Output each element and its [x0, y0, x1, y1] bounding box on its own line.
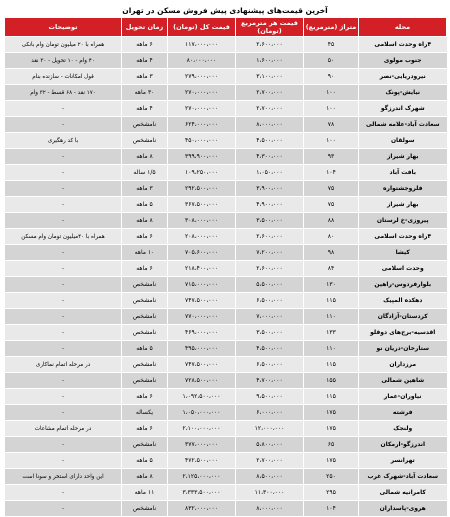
cell-neighborhood: ستارخان-دریان نو: [359, 341, 447, 357]
table-row: [5, 469, 447, 485]
cell-area: ۷۵: [304, 197, 359, 213]
cell-notes: ۴۰ وام - ۱۰ تحویل - ۳۰ نقد: [5, 53, 122, 69]
cell-delivery: نامشخص: [122, 133, 168, 149]
cell-total-price: ۲۱۸،۴۰۰،۰۰۰: [168, 261, 236, 277]
cell-neighborhood: فلروجشتواره: [359, 181, 447, 197]
cell-area: ۵۰: [304, 53, 359, 69]
cell-area: ۱۱۵: [304, 293, 359, 309]
cell-area: ۹۰: [304, 69, 359, 85]
cell-neighborhood: شاهین شمالی: [359, 373, 447, 389]
cell-delivery: ۶ ماهه: [122, 229, 168, 245]
cell-total-price: ۷۱۵،۰۰۰،۰۰۰: [168, 277, 236, 293]
cell-neighborhood: کامرانیه شمالی: [359, 485, 447, 501]
cell-price-per-meter: ۸،۰۰۰،۰۰۰: [236, 501, 304, 517]
table-row: [5, 437, 447, 453]
cell-neighborhood: تهرانسر: [359, 453, 447, 469]
table-row: [5, 309, 447, 325]
cell-notes: -: [5, 213, 122, 229]
cell-total-price: ۴۵۰،۰۰۰،۰۰۰: [168, 133, 236, 149]
cell-area: ۱۰۴: [304, 165, 359, 181]
table-row: [5, 453, 447, 469]
cell-area: ۱۳۰: [304, 277, 359, 293]
cell-total-price: ۶۲۴،۰۰۰،۰۰۰: [168, 117, 236, 133]
cell-delivery: ۶ ماهه: [122, 421, 168, 437]
cell-total-price: ۲۹۲،۵۰۰،۰۰۰: [168, 181, 236, 197]
table-row: [5, 69, 447, 85]
cell-delivery: ۶ ماهه: [122, 37, 168, 53]
table-row: [5, 501, 447, 517]
cell-neighborhood: ولنجک: [359, 421, 447, 437]
cell-price-per-meter: ۶،۵۰۰،۰۰۰: [236, 357, 304, 373]
cell-area: ۴۵: [304, 37, 359, 53]
cell-notes: -: [5, 277, 122, 293]
table-row: [5, 101, 447, 117]
table-row: [5, 149, 447, 165]
cell-price-per-meter: ۵،۸۰۰،۰۰۰: [236, 437, 304, 453]
cell-neighborhood: ۴راه وحدت اسلامی: [359, 37, 447, 53]
cell-neighborhood: کیشا: [359, 245, 447, 261]
cell-area: ۱۱۰: [304, 309, 359, 325]
cell-total-price: ۴۶۹،۰۰۰،۰۰۰: [168, 325, 236, 341]
cell-price-per-meter: ۲،۷۰۰،۰۰۰: [236, 101, 304, 117]
cell-area: ۱۰۴: [304, 501, 359, 517]
cell-price-per-meter: ۲،۶۰۰،۰۰۰: [236, 229, 304, 245]
cell-area: ۱۰۰: [304, 85, 359, 101]
cell-delivery: نامشخص: [122, 309, 168, 325]
cell-neighborhood: پیروزی-خ لرستان: [359, 213, 447, 229]
cell-price-per-meter: ۲،۶۰۰،۰۰۰: [236, 261, 304, 277]
cell-total-price: ۸۰،۰۰۰،۰۰۰: [168, 53, 236, 69]
col-header-neighborhood: محله: [359, 18, 447, 37]
cell-delivery: ۱۱ ماهه: [122, 485, 168, 501]
cell-delivery: ۵ ماهه: [122, 341, 168, 357]
cell-delivery: ۸ ماهه: [122, 469, 168, 485]
table-row: [5, 245, 447, 261]
cell-notes: -: [5, 101, 122, 117]
cell-notes: -: [5, 485, 122, 501]
cell-area: ۹۸: [304, 245, 359, 261]
cell-area: ۱۱۰: [304, 341, 359, 357]
cell-total-price: ۲۰۸،۰۰۰،۰۰۰: [168, 229, 236, 245]
cell-neighborhood: ۴راه وحدت اسلامی: [359, 229, 447, 245]
cell-delivery: نامشخص: [122, 437, 168, 453]
cell-total-price: ۷۲۸،۵۰۰،۰۰۰: [168, 373, 236, 389]
cell-notes: در مرحله اتمام نماکاری: [5, 357, 122, 373]
cell-notes: -: [5, 341, 122, 357]
cell-notes: -: [5, 373, 122, 389]
cell-price-per-meter: ۲،۶۰۰،۰۰۰: [236, 37, 304, 53]
cell-price-per-meter: ۱۲،۰۰۰،۰۰۰: [236, 421, 304, 437]
cell-notes: همراه با ۲۰ میلیون تومان وام بانکی: [5, 37, 122, 53]
cell-price-per-meter: ۲،۷۰۰،۰۰۰: [236, 85, 304, 101]
cell-price-per-meter: ۶،۵۰۰،۰۰۰: [236, 293, 304, 309]
cell-notes: -: [5, 389, 122, 405]
table-row: [5, 181, 447, 197]
cell-neighborhood: بهار شیراز: [359, 197, 447, 213]
cell-neighborhood: شهرک اندرزگو: [359, 101, 447, 117]
price-table-frame: [4, 4, 446, 512]
cell-neighborhood: سعادت آباد-شهرک غرب: [359, 469, 447, 485]
cell-delivery: ۸ ماهه: [122, 213, 168, 229]
cell-notes: -: [5, 501, 122, 517]
cell-total-price: ۷۷۰،۰۰۰،۰۰۰: [168, 309, 236, 325]
cell-price-per-meter: ۷،۰۰۰،۰۰۰: [236, 309, 304, 325]
price-table: [4, 17, 447, 517]
cell-price-per-meter: ۳،۹۰۰،۰۰۰: [236, 181, 304, 197]
table-header: [5, 18, 447, 37]
cell-notes: -: [5, 117, 122, 133]
cell-neighborhood: نیاوران-عمار: [359, 389, 447, 405]
cell-price-per-meter: ۸،۰۰۰،۰۰۰: [236, 117, 304, 133]
cell-delivery: نامشخص: [122, 373, 168, 389]
cell-price-per-meter: ۳،۵۰۰،۰۰۰: [236, 325, 304, 341]
cell-delivery: نامشخص: [122, 293, 168, 309]
cell-neighborhood: جنوب مولوی: [359, 53, 447, 69]
cell-total-price: ۱۰۹،۲۵۰،۰۰۰: [168, 165, 236, 181]
cell-delivery: ۵ ماهه: [122, 453, 168, 469]
cell-notes: -: [5, 453, 122, 469]
table-row: [5, 325, 447, 341]
cell-total-price: ۳۹۹،۹۰۰،۰۰۰: [168, 149, 236, 165]
cell-delivery: یکساله: [122, 405, 168, 421]
cell-total-price: ۱،۰۹۲،۵۰۰،۰۰۰: [168, 389, 236, 405]
cell-total-price: ۲،۱۰۰،۰۰۰،۰۰۰: [168, 421, 236, 437]
cell-price-per-meter: ۱،۶۰۰،۰۰۰: [236, 53, 304, 69]
cell-neighborhood: فرشته: [359, 405, 447, 421]
table-row: [5, 165, 447, 181]
cell-notes: -: [5, 309, 122, 325]
cell-notes: -: [5, 197, 122, 213]
col-header-price-per-meter: قیمت هر مترمربع (تومان): [236, 18, 304, 37]
cell-notes: این واحد دارای استخر و سونا است: [5, 469, 122, 485]
table-row: [5, 405, 447, 421]
cell-price-per-meter: ۳،۵۰۰،۰۰۰: [236, 213, 304, 229]
cell-total-price: ۱،۰۵۰،۰۰۰،۰۰۰: [168, 405, 236, 421]
cell-notes: -: [5, 325, 122, 341]
cell-notes: -: [5, 293, 122, 309]
cell-total-price: ۲،۱۲۵،۰۰۰،۰۰۰: [168, 469, 236, 485]
cell-total-price: ۲۷۰،۰۰۰،۰۰۰: [168, 85, 236, 101]
table-row: [5, 421, 447, 437]
cell-total-price: ۳۷۷،۰۰۰،۰۰۰: [168, 437, 236, 453]
cell-total-price: ۷۰۵،۶۰۰،۰۰۰: [168, 245, 236, 261]
cell-price-per-meter: ۱۱،۳۰۰،۰۰۰: [236, 485, 304, 501]
cell-neighborhood: نیایش-پونک: [359, 85, 447, 101]
table-row: [5, 485, 447, 501]
cell-total-price: ۳،۳۳۳،۵۰۰،۰۰۰: [168, 485, 236, 501]
table-row: [5, 117, 447, 133]
cell-area: ۸۰: [304, 229, 359, 245]
cell-delivery: ۶ ماهه: [122, 389, 168, 405]
cell-total-price: ۷۴۷،۵۰۰،۰۰۰: [168, 357, 236, 373]
cell-delivery: نامشخص: [122, 357, 168, 373]
cell-neighborhood: دهکده المپیک: [359, 293, 447, 309]
table-row: [5, 197, 447, 213]
cell-neighborhood: هروی-پاسداران: [359, 501, 447, 517]
cell-delivery: ۳۰ ماهه: [122, 85, 168, 101]
cell-delivery: ۱/۵ ساله: [122, 165, 168, 181]
table-row: [5, 229, 447, 245]
cell-delivery: ۵ ماهه: [122, 197, 168, 213]
cell-notes: -: [5, 405, 122, 421]
cell-delivery: ۶ ماهه: [122, 261, 168, 277]
cell-area: ۲۵۰: [304, 469, 359, 485]
cell-price-per-meter: ۴،۵۰۰،۰۰۰: [236, 133, 304, 149]
table-row: [5, 277, 447, 293]
cell-delivery: نامشخص: [122, 501, 168, 517]
cell-price-per-meter: ۱،۰۵۰،۰۰۰: [236, 165, 304, 181]
cell-total-price: ۳۰۸،۰۰۰،۰۰۰: [168, 213, 236, 229]
col-header-delivery: زمان تحویل: [122, 18, 168, 37]
table-row: [5, 389, 447, 405]
cell-neighborhood: مرزداران: [359, 357, 447, 373]
cell-price-per-meter: ۸،۵۰۰،۰۰۰: [236, 469, 304, 485]
cell-neighborhood: وحدت اسلامی: [359, 261, 447, 277]
cell-notes: -: [5, 245, 122, 261]
cell-notes: ۱۷۰ نقد - ۶۸ قسط - ۳۲ وام: [5, 85, 122, 101]
cell-price-per-meter: ۵،۵۰۰،۰۰۰: [236, 277, 304, 293]
cell-total-price: ۴۹۵،۰۰۰،۰۰۰: [168, 341, 236, 357]
cell-notes: -: [5, 437, 122, 453]
cell-area: ۱۰۰: [304, 133, 359, 149]
cell-area: ۱۵۵: [304, 373, 359, 389]
cell-area: ۱۰۰: [304, 101, 359, 117]
col-header-notes: توضیحات: [5, 18, 122, 37]
table-row: [5, 133, 447, 149]
cell-delivery: ۳ ماهه: [122, 69, 168, 85]
cell-neighborhood: کردستان-آزادگان: [359, 309, 447, 325]
cell-area: ۱۳۳: [304, 325, 359, 341]
table-row: [5, 373, 447, 389]
table-row: [5, 37, 447, 53]
cell-price-per-meter: ۴،۳۰۰،۰۰۰: [236, 149, 304, 165]
cell-area: ۸۸: [304, 213, 359, 229]
cell-neighborhood: سعادت آباد-علامه شمالی: [359, 117, 447, 133]
cell-total-price: ۲۷۹،۰۰۰،۰۰۰: [168, 69, 236, 85]
table-row: [5, 213, 447, 229]
cell-neighborhood: اقدسیه-برج‌های دوقلو: [359, 325, 447, 341]
cell-price-per-meter: ۴،۵۰۰،۰۰۰: [236, 341, 304, 357]
cell-delivery: ۳ ماهه: [122, 181, 168, 197]
cell-price-per-meter: ۶،۰۰۰،۰۰۰: [236, 405, 304, 421]
cell-neighborhood: نیرودریایی-نصر: [359, 69, 447, 85]
cell-area: ۲۹۵: [304, 485, 359, 501]
cell-delivery: نامشخص: [122, 325, 168, 341]
cell-price-per-meter: ۲،۷۰۰،۰۰۰: [236, 453, 304, 469]
table-body: [5, 37, 447, 517]
cell-area: ۷۸: [304, 117, 359, 133]
cell-total-price: ۱۱۷،۰۰۰،۰۰۰: [168, 37, 236, 53]
cell-price-per-meter: ۳،۱۰۰،۰۰۰: [236, 69, 304, 85]
cell-total-price: ۳۶۷،۵۰۰،۰۰۰: [168, 197, 236, 213]
table-row: [5, 341, 447, 357]
cell-notes: در مرحله اتمام مشاعات: [5, 421, 122, 437]
cell-notes: -: [5, 165, 122, 181]
table-row: [5, 357, 447, 373]
cell-area: ۹۳: [304, 149, 359, 165]
table-title: آخرین قیمت‌های پیشنهادی پیش فروش مسکن در تهران: [122, 6, 328, 15]
cell-notes: همراه با ۴۰میلیون تومان وام مسکن: [5, 229, 122, 245]
table-row: [5, 293, 447, 309]
table-row: [5, 85, 447, 101]
cell-notes: -: [5, 149, 122, 165]
cell-area: ۱۷۵: [304, 405, 359, 421]
cell-area: ۷۵: [304, 181, 359, 197]
cell-notes: قول امکانات - سازنده بنام: [5, 69, 122, 85]
col-header-total-price: قیمت کل (تومان): [168, 18, 236, 37]
cell-total-price: ۸۳۲،۰۰۰،۰۰۰: [168, 501, 236, 517]
cell-total-price: ۲۷۰،۰۰۰،۰۰۰: [168, 101, 236, 117]
cell-delivery: ۸ ماهه: [122, 149, 168, 165]
cell-notes: -: [5, 181, 122, 197]
cell-area: ۱۷۵: [304, 453, 359, 469]
cell-neighborhood: سولقان: [359, 133, 447, 149]
col-header-area: متراژ (مترمربع): [304, 18, 359, 37]
cell-price-per-meter: ۴،۹۰۰،۰۰۰: [236, 197, 304, 213]
cell-delivery: نامشخص: [122, 277, 168, 293]
cell-area: ۱۱۵: [304, 389, 359, 405]
cell-price-per-meter: ۷،۲۰۰،۰۰۰: [236, 245, 304, 261]
cell-total-price: ۴۷۲،۵۰۰،۰۰۰: [168, 453, 236, 469]
cell-price-per-meter: ۴،۷۰۰،۰۰۰: [236, 373, 304, 389]
cell-delivery: ۴ ماهه: [122, 101, 168, 117]
cell-area: ۶۵: [304, 437, 359, 453]
cell-neighborhood: بافت آباد: [359, 165, 447, 181]
cell-neighborhood: اندرزگو-ارمکان: [359, 437, 447, 453]
cell-price-per-meter: ۹،۵۰۰،۰۰۰: [236, 389, 304, 405]
cell-notes: با کد رهگیری: [5, 133, 122, 149]
cell-notes: -: [5, 261, 122, 277]
cell-total-price: ۷۴۷،۵۰۰،۰۰۰: [168, 293, 236, 309]
cell-delivery: ۴ ماهه: [122, 53, 168, 69]
cell-neighborhood: بهار شیراز: [359, 149, 447, 165]
table-row: [5, 261, 447, 277]
cell-delivery: نامشخص: [122, 117, 168, 133]
cell-area: ۱۷۵: [304, 421, 359, 437]
cell-area: ۸۴: [304, 261, 359, 277]
cell-delivery: ۱۰ ماهه: [122, 245, 168, 261]
cell-area: ۱۱۵: [304, 357, 359, 373]
table-row: [5, 53, 447, 69]
cell-neighborhood: بلوارفردوس-راهین: [359, 277, 447, 293]
